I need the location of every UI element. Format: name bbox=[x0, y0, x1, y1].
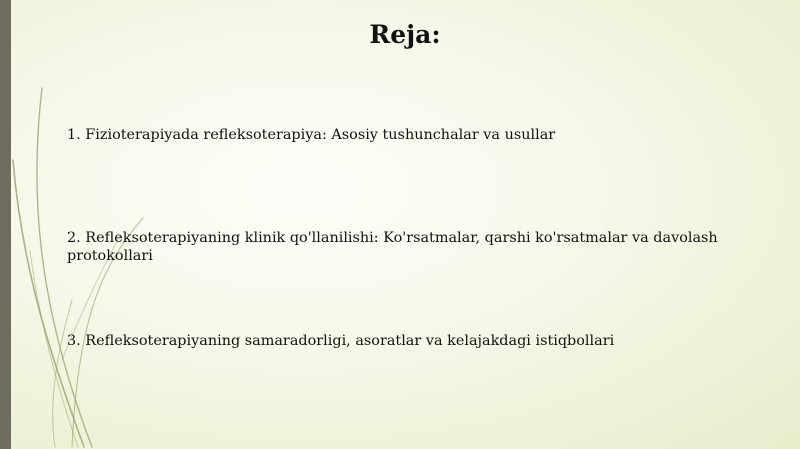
plan-item-3: 3. Refleksoterapiyaning samaradorligi, asoratlar va kelajakdagi istiqbollari bbox=[67, 333, 615, 349]
left-accent-bar bbox=[0, 0, 11, 449]
slide-title: Reja: bbox=[369, 20, 441, 49]
plan-item-2: 2. Refleksoterapiyaning klinik qo'llanilishi: Ko'rsatmalar, qarshi ko'rsatmalar va davolash protokollari bbox=[67, 230, 718, 264]
plan-item-1: 1. Fizioterapiyada refleksoterapiya: Asosiy tushunchalar va usullar bbox=[67, 127, 556, 143]
